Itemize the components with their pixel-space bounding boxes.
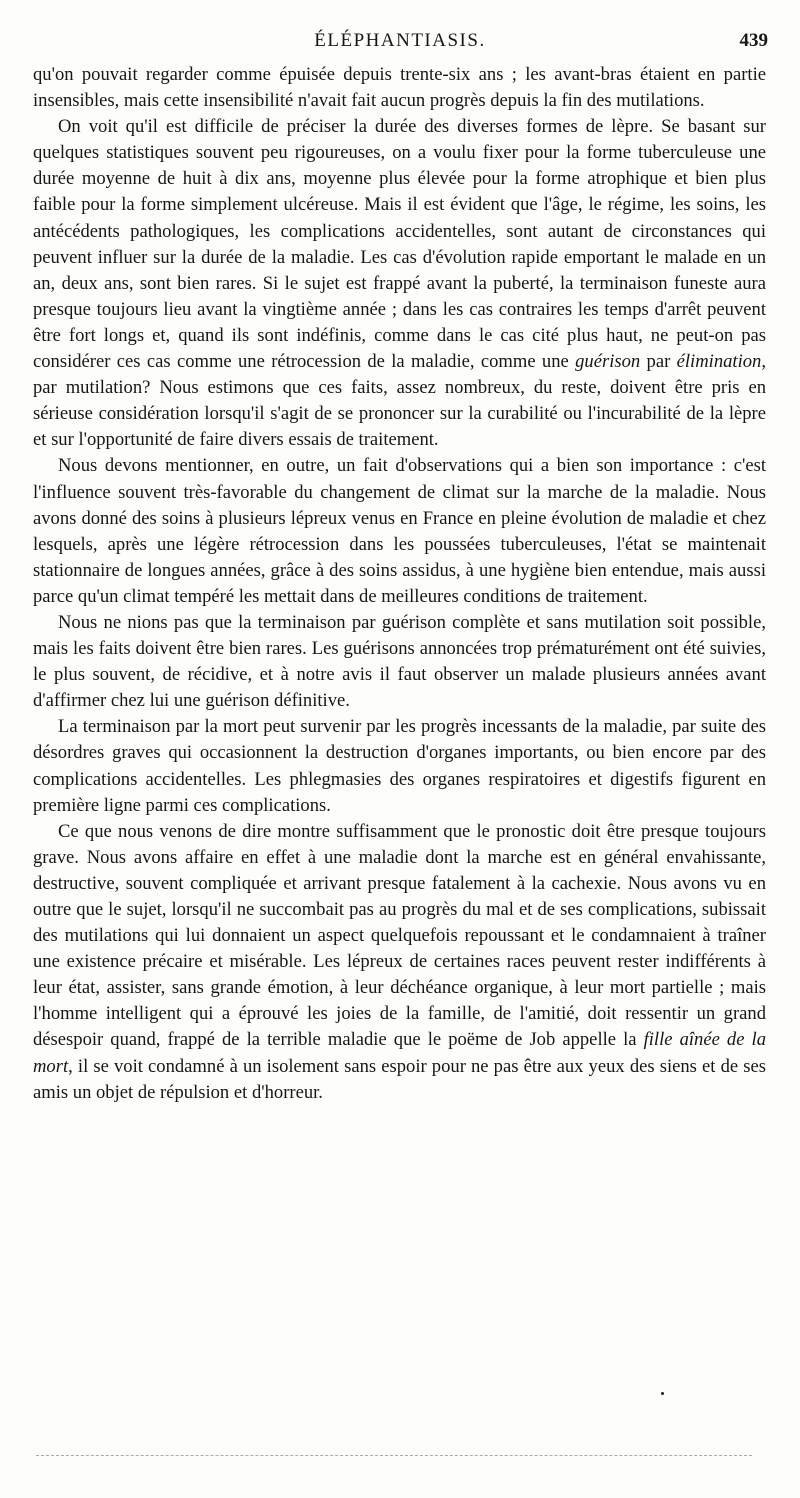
paragraph	[33, 453, 766, 610]
running-title: ÉLÉPHANTIASIS.	[314, 30, 486, 51]
text-run: On voit qu'il est difficile de préciser la durée des diverses formes de lèpre. Se basant sur quelques statistiques souvent peu rigoureuses, on a voulu fixer pour la forme tuberculeuse une durée moyenne de huit à dix ans, moyenne plus élevée pour la forme atrophique et bien plus faible pour la forme simplement ulcéreuse. Mais il est évident que l'âge, le régime, les soins, les antécédents pathologiques, les complications accidentelles, sont autant de circonstances qui peuvent influer sur la durée de la maladie. Les cas d'évolution rapide emportant le malade en un an, deux ans, sont bien rares. Si le sujet est frappé avant la puberté, la terminaison funeste aura presque toujours lieu avant la vingtième année ; dans les cas contraires les temps d'arrêt peuvent être fort longs et, quand ils sont indéfinis, comme dans le cas cité plus haut, ne peut-on pas considérer ces cas comme une rétrocession de la maladie, comme une	[33, 116, 766, 373]
paragraph	[33, 610, 766, 714]
italic-term: fille aînée de la mort	[33, 1029, 766, 1077]
ink-speck	[661, 1392, 664, 1395]
page-header	[30, 30, 770, 56]
italic-term: élimination	[676, 351, 762, 373]
text-run: , par mutilation? Nous estimons que ces faits, assez nombreux, du reste, doivent être pris en sérieuse considération lorsqu'il s'agit de se prononcer sur la curabilité ou l'incurabilité de la lèpre et sur l'opportunité de faire divers essais de traitement.	[33, 351, 766, 451]
paragraph	[33, 114, 766, 453]
text-run: Ce que nous venons de dire montre suffisamment que le pronostic doit être presque toujours grave. Nous avons affaire en effet à une maladie dont la marche est en général envahissante, destructive, souvent compliquée et arrivant presque fatalement à la cachexie. Nous avons vu en outre que le sujet, lorsqu'il ne succombait pas au progrès du mal et de ses complications, subissait des mutilations qui lui donnaient un aspect quelquefois repoussant et le condamnaient à traîner une existence précaire et misérable. Les lépreux de certaines races peuvent rester indifférents à leur état, assister, sans grande émotion, à leur déchéance organique, à leur mort partielle ; mais l'homme intelligent qui a éprouvé les joies de la famille, de l'amitié, doit ressentir un grand désespoir quand, frappé de la terrible maladie que le poëme de Job appelle la	[33, 820, 766, 1051]
italic-term: guérison	[575, 351, 641, 373]
text-run: , il se voit condamné à un isolement sans espoir pour ne pas être aux yeux des siens et de ses amis un objet de répulsion et d'horreur.	[33, 1055, 766, 1103]
text-run: Nous devons mentionner, en outre, un fait d'observations qui a bien son importance : c'est l'influence souvent très-favorable du changement de climat sur la marche de la maladie. Nous avons donné des soins à plusieurs lépreux venus en France en pleine évolution de maladie et chez lesquels, après une légère rétrocession dans les poussées tuberculeuses, l'état se maintenait stationnaire de longues années, grâce à des soins assidus, à une hygiène bien entendue, mais aussi parce qu'un climat tempéré les mettait dans de meilleures conditions de traitement.	[33, 455, 766, 607]
body-text	[33, 62, 766, 1106]
bottom-rule	[36, 1455, 752, 1456]
paragraph	[33, 62, 766, 114]
text-run: par	[640, 351, 677, 373]
paragraph	[33, 714, 766, 818]
text-run: qu'on pouvait regarder comme épuisée depuis trente-six ans ; les avant-bras étaient en partie insensibles, mais cette insensibilité n'avait fait aucun progrès depuis la fin des mutilations.	[33, 64, 766, 112]
page-number: 439	[739, 30, 768, 51]
paragraph	[33, 819, 766, 1106]
text-run: La terminaison par la mort peut survenir par les progrès incessants de la maladie, par suite des désordres graves qui occasionnent la destruction d'organes importants, ou bien encore par des complications accidentelles. Les phlegmasies des organes respiratoires et digestifs figurent en première ligne parmi ces complications.	[33, 716, 766, 816]
text-run: Nous ne nions pas que la terminaison par guérison complète et sans mutilation soit possible, mais les faits doivent être bien rares. Les guérisons annoncées trop prématurément ont été suivies, le plus souvent, de récidive, et à notre avis il faut observer un malade plusieurs années avant d'affirmer chez lui une guérison définitive.	[33, 611, 766, 712]
